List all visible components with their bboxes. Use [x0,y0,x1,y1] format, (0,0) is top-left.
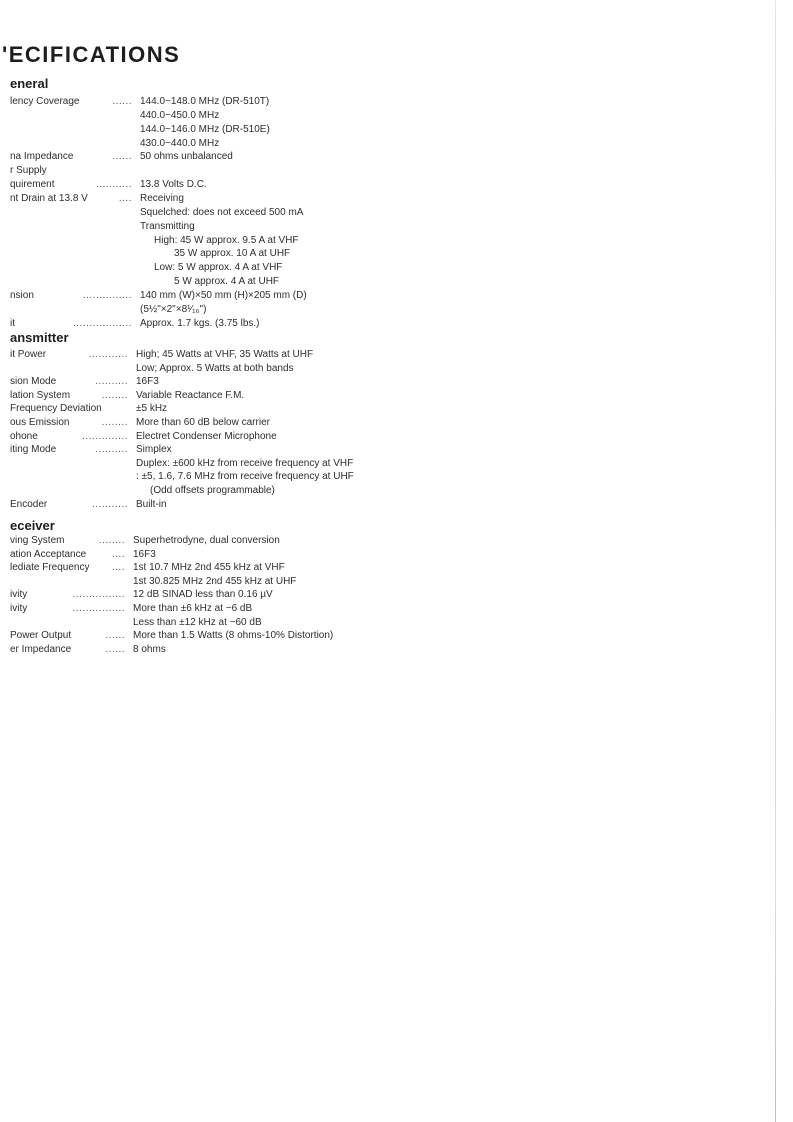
spec-value: Built-in [136,498,167,510]
spec-value: (5½"×2"×8¹⁄₁₆") [140,303,207,315]
leader-dots: .......... [95,376,128,388]
spec-label: ohone [10,430,38,442]
leader-dots: .... [118,192,132,204]
spec-label: nt Drain at 13.8 V [10,192,88,204]
spec-label: it Power [10,349,47,360]
spec-value: 5 W approx. 4 A at UHF [174,276,280,288]
leader-dots: ...... [112,151,132,163]
spec-value: Electret Condenser Microphone [136,430,277,442]
leader-dots: ........ [101,389,128,401]
spec-value: Receiving [140,192,184,204]
spec-label: Power Output [10,630,72,642]
spec-label: er Impedance [10,643,72,655]
spec-value: ±5 kHz [136,403,168,415]
spec-label: nsion [10,289,34,301]
spec-value: Less than ±12 kHz at −60 dB [133,616,262,628]
leader-dots: ................ [72,603,125,614]
spec-value: Simplex [136,444,172,456]
spec-label: quirement [10,179,55,191]
leader-dots: ........ [101,417,128,428]
spec-value: 144.0~148.0 MHz (DR-510T) [140,96,270,107]
spec-label: it [10,317,15,329]
spec-label: ivity [10,603,28,614]
spec-label: ation Acceptance [10,548,87,560]
spec-value: 430.0~440.0 MHz [140,137,220,149]
spec-value: Low: 5 W approx. 4 A at VHF [154,262,283,274]
leader-dots: .... [111,562,125,574]
spec-value: More than 60 dB below carrier [136,417,270,428]
spec-value: Transmitting [140,220,195,232]
spec-value: 35 W approx. 10 A at UHF [174,248,291,260]
spec-value: 1st 10.7 MHz 2nd 455 kHz at VHF [133,562,285,574]
spec-value: High; 45 Watts at VHF, 35 Watts at UHF [136,349,314,360]
spec-value: Duplex: ±600 kHz from receive frequency at VHF [136,457,354,469]
leader-dots: ........... [95,179,132,191]
leader-dots: .... [111,548,125,560]
spec-label: Encoder [10,498,48,510]
spec-label: lediate Frequency [10,562,90,574]
leader-dots: .................. [72,317,132,329]
spec-label: ivity [10,589,28,601]
spec-value: Variable Reactance F.M. [136,389,245,401]
spec-label: r Supply [10,165,47,177]
spec-value: High: 45 W approx. 9.5 A at VHF [154,234,299,246]
leader-dots: .......... [95,444,128,456]
spec-value: 16F3 [133,548,156,560]
spec-value: 8 ohms [133,643,166,655]
spec-value: More than ±6 kHz at −6 dB [133,603,253,614]
spec-value: 13.8 Volts D.C. [140,179,207,191]
spec-value: Approx. 1.7 kgs. (3.75 lbs.) [140,317,260,329]
scan-edge-line [775,0,776,1122]
leader-dots: ........ [98,535,125,546]
leader-dots: ...... [112,96,132,107]
spec-label: Frequency Deviation [10,403,102,415]
spec-label: lency Coverage [10,96,80,107]
section-heading-receiver: eceiver [10,518,55,533]
spec-value: Squelched: does not exceed 500 mA [140,206,304,218]
spec-value: 16F3 [136,376,159,388]
section-heading-general: eneral [10,76,49,91]
spec-value: 440.0~450.0 MHz [140,109,220,121]
leader-dots: ............... [82,289,132,301]
spec-label: ving System [10,535,65,546]
section-heading-transmitter: ansmitter [10,330,69,345]
spec-label: na Impedance [10,151,74,163]
spec-value: Superhetrodyne, dual conversion [133,535,280,546]
spec-value: (Odd offsets programmable) [150,485,275,496]
leader-dots: ............ [88,349,128,360]
spec-value: 1st 30.825 MHz 2nd 455 kHz at UHF [133,575,297,587]
spec-value: : ±5, 1.6, 7.6 MHz from receive frequency at UHF [136,471,354,483]
spec-label: ous Emission [10,417,70,428]
leader-dots: ................ [72,589,125,601]
spec-value: 140 mm (W)×50 mm (H)×205 mm (D) [140,289,307,301]
spec-value: 50 ohms unbalanced [140,151,233,163]
leader-dots: ...... [105,630,125,642]
spec-value: 12 dB SINAD less than 0.16 µV [133,589,273,601]
spec-label: sion Mode [10,376,57,388]
spec-value: Low; Approx. 5 Watts at both bands [136,362,294,374]
page-title: 'ECIFICATIONS [2,42,181,67]
spec-value: More than 1.5 Watts (8 ohms-10% Distortion) [133,630,334,642]
spec-value: 144.0~146.0 MHz (DR-510E) [140,123,270,135]
spec-label: iting Mode [10,444,57,456]
leader-dots: ........... [91,498,128,510]
leader-dots: .............. [82,430,128,442]
spec-label: lation System [10,389,71,401]
leader-dots: ...... [105,643,125,655]
